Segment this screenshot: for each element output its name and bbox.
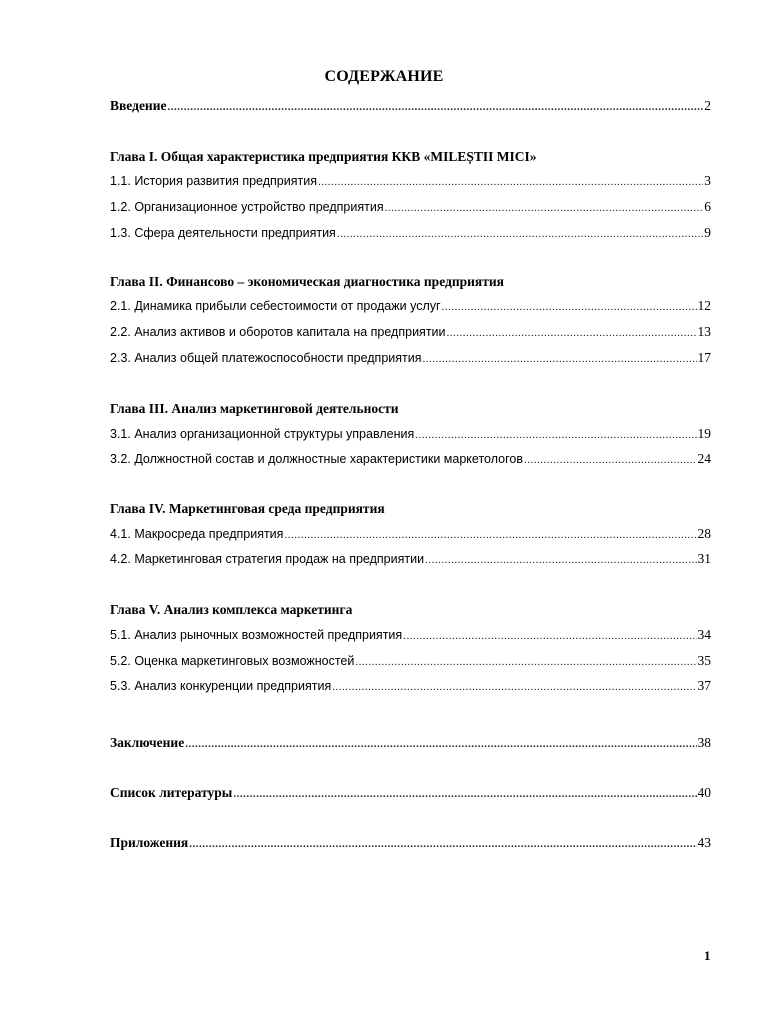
dot-leader — [332, 681, 696, 693]
dot-leader — [423, 353, 697, 365]
dot-leader — [385, 202, 704, 214]
dot-leader — [167, 101, 703, 113]
toc-item[interactable] — [110, 173, 711, 191]
toc-label: 3.1. Анализ организационной структуры управления — [110, 427, 415, 441]
toc-references[interactable] — [110, 785, 711, 803]
toc-label: 5.1. Анализ рыночных возможностей предприятия — [110, 628, 403, 642]
toc-label: Заключение — [110, 735, 185, 750]
toc-label: 4.1. Макросреда предприятия — [110, 527, 284, 541]
toc-item[interactable] — [110, 678, 711, 696]
toc-appendices[interactable] — [110, 835, 711, 853]
toc-label: 3.2. Должностной состав и должностные характеристики маркетологов — [110, 452, 523, 466]
chapter-heading[interactable]: Глава I. Общая характеристика предприятия ККВ «MILEȘTII MICI» — [110, 149, 537, 164]
toc-page: 6 — [704, 199, 711, 214]
dot-leader — [403, 630, 696, 642]
page-title: СОДЕРЖАНИЕ — [324, 68, 444, 85]
toc-page: 35 — [697, 653, 711, 668]
dot-leader — [185, 738, 696, 750]
toc-page: 24 — [697, 451, 711, 466]
toc-item[interactable] — [110, 526, 711, 544]
toc-page: 13 — [697, 324, 711, 339]
toc-label: 4.2. Маркетинговая стратегия продаж на предприятии — [110, 552, 425, 566]
toc-page: 17 — [697, 350, 711, 365]
toc-page: 38 — [697, 735, 711, 750]
toc-conclusion[interactable] — [110, 735, 711, 753]
toc-item[interactable] — [110, 551, 711, 569]
toc-page: 28 — [697, 526, 711, 541]
toc-item[interactable] — [110, 225, 711, 243]
toc-label: 2.3. Анализ общей платежоспособности предприятия — [110, 351, 422, 365]
toc-page: 9 — [704, 225, 711, 240]
toc-page: 2 — [704, 98, 711, 113]
dot-leader — [189, 838, 696, 850]
dot-leader — [415, 429, 696, 441]
toc-page: 31 — [697, 551, 711, 566]
toc-item[interactable] — [110, 627, 711, 645]
toc-page: 37 — [697, 678, 711, 693]
page-number: 1 — [704, 948, 711, 963]
toc-page: 34 — [697, 627, 711, 642]
dot-leader — [337, 228, 703, 240]
chapter-heading[interactable]: Глава IV. Маркетинговая среда предприятия — [110, 501, 385, 516]
toc-item[interactable] — [110, 426, 711, 444]
toc-label: 1.1. История развития предприятия — [110, 174, 317, 188]
toc-label: 1.2. Организационное устройство предприятия — [110, 200, 384, 214]
toc-label: 2.2. Анализ активов и оборотов капитала на предприятии — [110, 325, 446, 339]
dot-leader — [318, 176, 703, 188]
toc-item[interactable] — [110, 451, 711, 469]
toc-label: Введение — [110, 98, 167, 113]
dot-leader — [524, 454, 697, 466]
toc-item[interactable] — [110, 350, 711, 368]
toc-intro[interactable] — [110, 98, 711, 116]
toc-page: 12 — [697, 298, 711, 313]
toc-label: 5.3. Анализ конкуренции предприятия — [110, 679, 332, 693]
toc-item[interactable] — [110, 298, 711, 316]
dot-leader — [447, 327, 697, 339]
toc-label: 2.1. Динамика прибыли себестоимости от продажи услуг — [110, 299, 441, 313]
toc-item[interactable] — [110, 324, 711, 342]
toc-item[interactable] — [110, 653, 711, 671]
toc-item[interactable] — [110, 199, 711, 217]
chapter-heading[interactable]: Глава III. Анализ маркетинговой деятельности — [110, 401, 399, 416]
toc-label: 1.3. Сфера деятельности предприятия — [110, 226, 336, 240]
toc-label: Список литературы — [110, 785, 233, 800]
dot-leader — [233, 788, 696, 800]
toc-label: 5.2. Оценка маркетинговых возможностей — [110, 654, 355, 668]
chapter-heading[interactable]: Глава V. Анализ комплекса маркетинга — [110, 602, 353, 617]
toc-page: 3 — [704, 173, 711, 188]
toc-page: 40 — [697, 785, 711, 800]
dot-leader — [284, 529, 696, 541]
chapter-heading[interactable]: Глава II. Финансово – экономическая диагностика предприятия — [110, 274, 504, 289]
dot-leader — [355, 656, 696, 668]
toc-label: Приложения — [110, 835, 189, 850]
dot-leader — [442, 301, 697, 313]
dot-leader — [425, 554, 696, 566]
toc-page: 43 — [697, 835, 711, 850]
toc-page: 19 — [697, 426, 711, 441]
